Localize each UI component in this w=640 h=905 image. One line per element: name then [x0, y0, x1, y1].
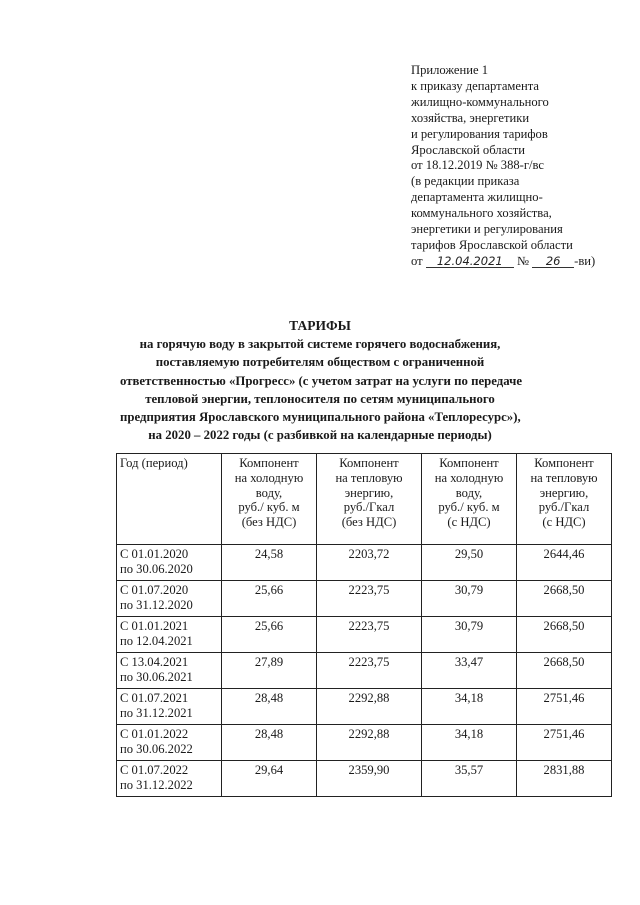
heat-energy-net-cell: 2223,75 — [317, 617, 422, 653]
cold-water-vat-cell: 35,57 — [422, 761, 517, 797]
header-period: Год (период) — [117, 454, 222, 545]
period-cell: С 01.07.2020 по 31.12.2020 — [117, 581, 222, 617]
sig-suffix: -ви) — [574, 253, 596, 268]
heading-line: ответственностью «Прогресс» (с учетом затрат на услуги по передаче — [120, 373, 523, 388]
appendix-note — [411, 63, 636, 270]
heat-energy-vat-cell: 2668,50 — [517, 653, 612, 689]
appendix-line: энергетики и регулирования — [411, 222, 563, 237]
document-heading — [120, 317, 523, 444]
heading-line: на 2020 – 2022 годы (с разбивкой на календарные периоды) — [148, 428, 492, 443]
heat-energy-vat-cell: 2831,88 — [517, 761, 612, 797]
cold-water-vat-cell: 29,50 — [422, 545, 517, 581]
table-row — [117, 653, 612, 689]
appendix-line: коммунального хозяйства, — [411, 206, 552, 221]
heat-energy-vat-cell: 2668,50 — [517, 617, 612, 653]
header-heat-energy-vat: Компонент на тепловую энергию, руб./Гкал (с НДС) — [517, 454, 612, 545]
appendix-line: (в редакции приказа — [411, 174, 520, 189]
table-row — [117, 761, 612, 797]
heading-line: предприятия Ярославского муниципального района «Теплоресурс»), — [120, 410, 521, 425]
appendix-line: департамента жилищно- — [411, 190, 543, 205]
appendix-line: Приложение 1 — [411, 63, 489, 77]
table-row — [117, 725, 612, 761]
handwritten-date: 12.04.2021 — [426, 255, 514, 268]
heat-energy-vat-cell: 2751,46 — [517, 725, 612, 761]
appendix-line: к приказу департамента — [411, 78, 539, 93]
sig-prefix: от — [411, 253, 423, 268]
period-cell: С 01.01.2020 по 30.06.2020 — [117, 545, 222, 581]
period-cell: С 01.07.2021 по 31.12.2021 — [117, 689, 222, 725]
heat-energy-net-cell: 2292,88 — [317, 725, 422, 761]
appendix-line: жилищно-коммунального — [411, 94, 549, 109]
period-cell: С 13.04.2021 по 30.06.2021 — [117, 653, 222, 689]
table-row — [117, 581, 612, 617]
appendix-line: тарифов Ярославской области — [411, 237, 573, 252]
cold-water-net-cell: 29,64 — [222, 761, 317, 797]
appendix-line: хозяйства, энергетики — [411, 110, 530, 125]
table-row — [117, 545, 612, 581]
cold-water-vat-cell: 34,18 — [422, 725, 517, 761]
cold-water-vat-cell: 33,47 — [422, 653, 517, 689]
heat-energy-vat-cell: 2644,46 — [517, 545, 612, 581]
heat-energy-vat-cell: 2668,50 — [517, 581, 612, 617]
cold-water-net-cell: 25,66 — [222, 581, 317, 617]
heat-energy-net-cell: 2203,72 — [317, 545, 422, 581]
header-cold-water-net: Компонент на холодную воду, руб./ куб. м (без НДС) — [222, 454, 317, 545]
heat-energy-vat-cell: 2751,46 — [517, 689, 612, 725]
cold-water-net-cell: 28,48 — [222, 725, 317, 761]
header-heat-energy-net: Компонент на тепловую энергию, руб./Гкал (без НДС) — [317, 454, 422, 545]
period-cell: С 01.01.2022 по 30.06.2022 — [117, 725, 222, 761]
cold-water-net-cell: 25,66 — [222, 617, 317, 653]
appendix-line: Ярославской области — [411, 142, 525, 157]
heading-line: на горячую воду в закрытой системе горячего водоснабжения, — [139, 337, 501, 352]
amendment-signature-line — [411, 254, 636, 270]
appendix-line: от 18.12.2019 № 388-г/вс — [411, 158, 544, 173]
document-title: ТАРИФЫ — [289, 318, 351, 333]
handwritten-number: 26 — [532, 255, 574, 268]
appendix-line: и регулирования тарифов — [411, 126, 548, 141]
heading-line: тепловой энергии, теплоносителя по сетям муниципального — [145, 391, 495, 406]
cold-water-vat-cell: 30,79 — [422, 617, 517, 653]
table-header-row — [117, 454, 612, 545]
cold-water-net-cell: 27,89 — [222, 653, 317, 689]
heat-energy-net-cell: 2292,88 — [317, 689, 422, 725]
heat-energy-net-cell: 2223,75 — [317, 581, 422, 617]
period-cell: С 01.01.2021 по 12.04.2021 — [117, 617, 222, 653]
heat-energy-net-cell: 2359,90 — [317, 761, 422, 797]
cold-water-vat-cell: 30,79 — [422, 581, 517, 617]
cold-water-net-cell: 24,58 — [222, 545, 317, 581]
period-cell: С 01.07.2022 по 31.12.2022 — [117, 761, 222, 797]
heading-line: поставляемую потребителям обществом с ограниченной — [155, 355, 485, 370]
header-cold-water-vat: Компонент на холодную воду, руб./ куб. м (с НДС) — [422, 454, 517, 545]
cold-water-vat-cell: 34,18 — [422, 689, 517, 725]
sig-number-sign: № — [516, 253, 529, 268]
table-row — [117, 617, 612, 653]
tariff-table — [116, 453, 612, 797]
heat-energy-net-cell: 2223,75 — [317, 653, 422, 689]
cold-water-net-cell: 28,48 — [222, 689, 317, 725]
table-row — [117, 689, 612, 725]
